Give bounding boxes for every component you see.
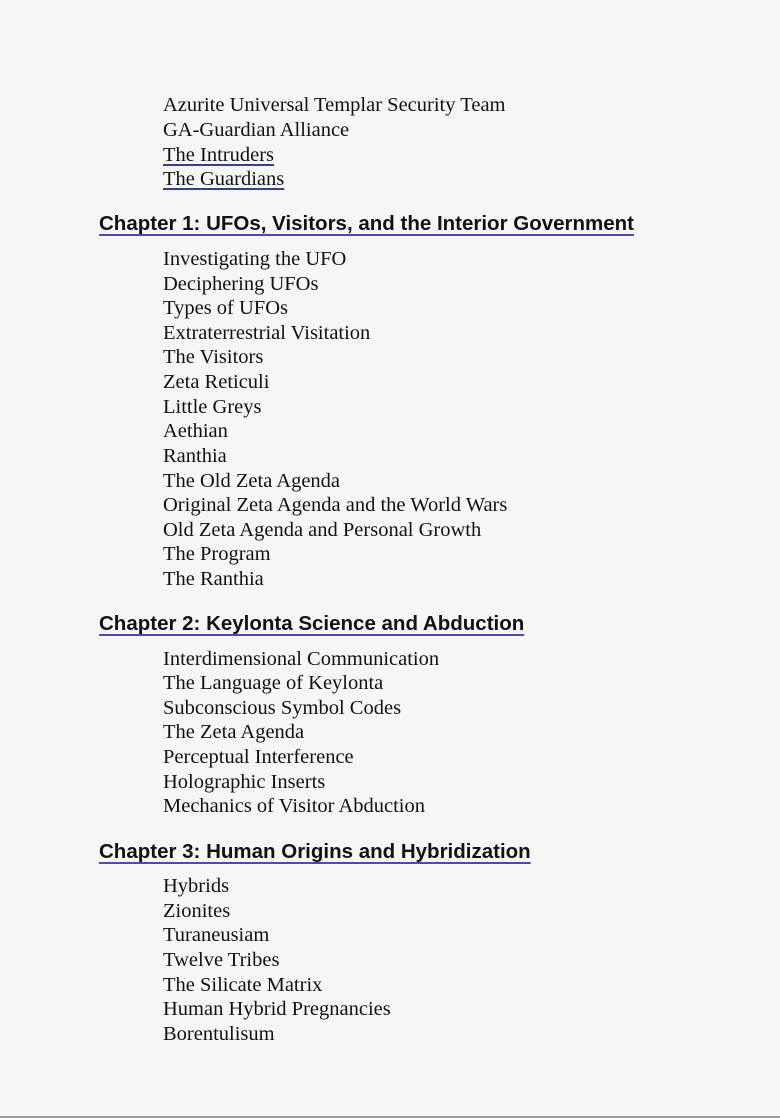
chapter-2-heading[interactable]: Chapter 2: Keylonta Science and Abduction: [99, 612, 525, 635]
toc-item: Azurite Universal Templar Security Team: [163, 94, 506, 116]
toc-item: Interdimensional Communication: [163, 648, 440, 670]
toc-item: Turaneusiam: [163, 924, 270, 946]
toc-item: Zeta Reticuli: [163, 371, 270, 393]
toc-item: Little Greys: [163, 396, 262, 418]
toc-item: Types of UFOs: [163, 297, 288, 319]
toc-item: Twelve Tribes: [163, 949, 280, 971]
chapter-1-heading[interactable]: Chapter 1: UFOs, Visitors, and the Interior Government: [99, 212, 635, 235]
toc-item: Ranthia: [163, 445, 227, 467]
toc-item: Extraterrestrial Visitation: [163, 322, 371, 344]
toc-item: Hybrids: [163, 875, 230, 897]
toc-item: Perceptual Interference: [163, 746, 354, 768]
toc-item: Holographic Inserts: [163, 771, 326, 793]
toc-item: Original Zeta Agenda and the World Wars: [163, 494, 508, 516]
toc-item: Subconscious Symbol Codes: [163, 697, 402, 719]
toc-item: The Program: [163, 543, 271, 565]
toc-item: Old Zeta Agenda and Personal Growth: [163, 519, 482, 541]
toc-item: Investigating the UFO: [163, 248, 347, 270]
toc-item: Deciphering UFOs: [163, 273, 319, 295]
toc-item: The Zeta Agenda: [163, 721, 305, 743]
toc-item: GA-Guardian Alliance: [163, 119, 350, 141]
toc-item: Aethian: [163, 420, 228, 442]
toc-item: The Silicate Matrix: [163, 974, 323, 996]
chapter-3-heading[interactable]: Chapter 3: Human Origins and Hybridization: [99, 840, 531, 863]
toc-item: The Ranthia: [163, 568, 264, 590]
toc-link-intruders[interactable]: The Intruders: [163, 144, 274, 166]
toc-item: Zionites: [163, 900, 231, 922]
toc-link-guardians[interactable]: The Guardians: [163, 168, 285, 190]
toc-item: Human Hybrid Pregnancies: [163, 998, 391, 1020]
toc-item: The Language of Keylonta: [163, 672, 384, 694]
toc-item: The Visitors: [163, 346, 264, 368]
toc-item: Borentulisum: [163, 1023, 275, 1045]
toc-item: Mechanics of Visitor Abduction: [163, 795, 426, 817]
toc-item: The Old Zeta Agenda: [163, 470, 341, 492]
